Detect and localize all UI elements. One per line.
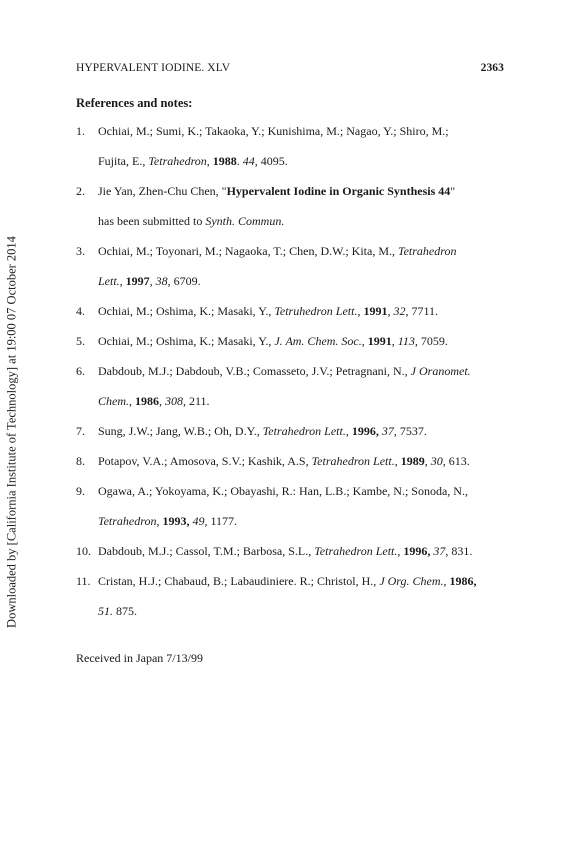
reference-italic-text: Tetrahedron bbox=[98, 514, 157, 528]
reference-italic-text: 44 bbox=[242, 154, 255, 168]
reference-text: , bbox=[397, 544, 404, 558]
reference-italic-text: J Oranomet. bbox=[410, 364, 471, 378]
reference-text: 875. bbox=[113, 604, 137, 618]
reference-italic-text: 51. bbox=[98, 604, 113, 618]
running-head-title: HYPERVALENT IODINE. XLV bbox=[76, 62, 231, 74]
reference-italic-text: 49, bbox=[192, 514, 208, 528]
reference-item bbox=[76, 304, 506, 334]
reference-line bbox=[98, 574, 506, 604]
reference-text: , bbox=[129, 394, 135, 408]
reference-bold-text: 1988 bbox=[212, 154, 237, 168]
reference-text: , bbox=[391, 334, 398, 348]
reference-text: , bbox=[156, 514, 163, 528]
reference-italic-text: 32 bbox=[393, 304, 406, 318]
reference-item bbox=[76, 184, 506, 244]
reference-number: 1. bbox=[76, 124, 85, 138]
reference-bold-text: 1991 bbox=[363, 304, 388, 318]
reference-bold-text: Hypervalent Iodine in Organic Synthesis 44 bbox=[226, 184, 451, 198]
page-number: 2363 bbox=[480, 62, 504, 74]
reference-line bbox=[98, 274, 506, 304]
reference-text: Ogawa, A.; Yokoyama, K.; Obayashi, R.: Han, L.B.; Kambe, N.; Sonoda, N., bbox=[98, 484, 468, 498]
reference-text: . bbox=[236, 154, 243, 168]
reference-text: , 211. bbox=[183, 394, 210, 408]
reference-line bbox=[98, 544, 506, 574]
reference-number: 4. bbox=[76, 304, 85, 318]
reference-text: , 831. bbox=[445, 544, 473, 558]
reference-italic-text: Synth. Commun. bbox=[205, 214, 285, 228]
reference-text: Jie Yan, Zhen-Chu Chen, " bbox=[98, 184, 227, 198]
reference-text: , bbox=[387, 304, 394, 318]
reference-number: 5. bbox=[76, 334, 85, 348]
reference-italic-text: Chem. bbox=[98, 394, 129, 408]
reference-italic-text: Tetruhedron Lett. bbox=[274, 304, 358, 318]
reference-italic-text: Tetrahedron Lett. bbox=[262, 424, 346, 438]
reference-italic-text: Tetrahedron bbox=[398, 244, 457, 258]
download-stamp bbox=[0, 0, 24, 864]
reference-text: , bbox=[357, 304, 364, 318]
reference-text: Sung, J.W.; Jang, W.B.; Oh, D.Y., bbox=[98, 424, 263, 438]
reference-line bbox=[98, 154, 506, 184]
reference-bold-text: 1991 bbox=[367, 334, 392, 348]
reference-item bbox=[76, 484, 506, 544]
reference-item bbox=[76, 544, 506, 574]
reference-item bbox=[76, 424, 506, 454]
reference-italic-text: J Org. Chem. bbox=[379, 574, 444, 588]
reference-line bbox=[98, 214, 506, 244]
reference-bold-text: 1997 bbox=[125, 274, 150, 288]
reference-line bbox=[98, 364, 506, 394]
reference-bold-text: 1989 bbox=[400, 454, 425, 468]
reference-number: 10. bbox=[76, 544, 91, 558]
reference-number: 2. bbox=[76, 184, 85, 198]
reference-italic-text: 30 bbox=[430, 454, 443, 468]
reference-item bbox=[76, 124, 506, 184]
reference-text: , bbox=[159, 394, 165, 408]
reference-line bbox=[98, 484, 506, 514]
reference-text: , bbox=[424, 454, 431, 468]
reference-line bbox=[98, 604, 506, 634]
reference-text: , bbox=[119, 274, 126, 288]
reference-number: 9. bbox=[76, 484, 85, 498]
reference-bold-text: 1986 bbox=[135, 394, 159, 408]
reference-line bbox=[98, 514, 506, 544]
reference-text: , bbox=[149, 274, 156, 288]
download-stamp-text: Downloaded by [California Institute of Technology] at 19:00 07 October 2014 bbox=[4, 236, 19, 628]
reference-line bbox=[98, 454, 506, 484]
reference-italic-text: Tetrahedron Lett. bbox=[311, 454, 395, 468]
reference-italic-text: 37 bbox=[381, 424, 394, 438]
reference-italic-text: Lett. bbox=[98, 274, 120, 288]
reference-text: " bbox=[450, 184, 456, 198]
reference-line bbox=[98, 424, 506, 454]
reference-text: , bbox=[361, 334, 368, 348]
reference-italic-text: Tetrahedron Lett. bbox=[314, 544, 398, 558]
reference-text: , 7537. bbox=[393, 424, 427, 438]
reference-line bbox=[98, 184, 506, 214]
reference-line bbox=[98, 244, 506, 274]
reference-item bbox=[76, 454, 506, 484]
reference-text: , 613. bbox=[442, 454, 470, 468]
reference-italic-text: J. Am. Chem. Soc. bbox=[274, 334, 362, 348]
reference-number: 3. bbox=[76, 244, 85, 258]
reference-item bbox=[76, 244, 506, 304]
reference-text: , bbox=[206, 154, 213, 168]
reference-text: , bbox=[443, 574, 450, 588]
reference-text: 1177. bbox=[207, 514, 238, 528]
reference-text: , bbox=[394, 454, 401, 468]
reference-text: , bbox=[345, 424, 352, 438]
reference-text: Ochiai, M.; Sumi, K.; Takaoka, Y.; Kunishima, M.; Nagao, Y.; Shiro, M.; bbox=[98, 124, 449, 138]
reference-text: Cristan, H.J.; Chabaud, B.; Labaudiniere. R.; Christol, H., bbox=[98, 574, 380, 588]
reference-bold-text: 1993, bbox=[162, 514, 190, 528]
reference-bold-text: 1986, bbox=[449, 574, 477, 588]
reference-bold-text: 1996, bbox=[351, 424, 379, 438]
reference-text: Dabdoub, M.J.; Dabdoub, V.B.; Comasseto, J.V.; Petragnani, N., bbox=[98, 364, 411, 378]
reference-text: Ochiai, M.; Oshima, K.; Masaki, Y., bbox=[98, 304, 275, 318]
reference-text: Potapov, V.A.; Amosova, S.V.; Kashik, A.S, bbox=[98, 454, 312, 468]
received-note: Received in Japan 7/13/99 bbox=[76, 651, 203, 665]
reference-line bbox=[98, 304, 506, 334]
reference-italic-text: 113, bbox=[397, 334, 418, 348]
reference-line bbox=[98, 334, 506, 364]
reference-text: 7059. bbox=[417, 334, 448, 348]
reference-text: Ochiai, M.; Toyonari, M.; Nagaoka, T.; Chen, D.W.; Kita, M., bbox=[98, 244, 399, 258]
reference-text: Dabdoub, M.J.; Cassol, T.M.; Barbosa, S.L., bbox=[98, 544, 315, 558]
reference-italic-text: Tetrahedron bbox=[148, 154, 207, 168]
reference-text: Ochiai, M.; Oshima, K.; Masaki, Y., bbox=[98, 334, 275, 348]
reference-bold-text: 1996, bbox=[403, 544, 431, 558]
reference-text: Fujita, E., bbox=[98, 154, 149, 168]
reference-item bbox=[76, 334, 506, 364]
reference-item bbox=[76, 574, 506, 634]
section-title: References and notes: bbox=[76, 96, 193, 110]
reference-text: , 7711. bbox=[405, 304, 439, 318]
reference-text: has been submitted to bbox=[98, 214, 206, 228]
reference-italic-text: 38 bbox=[155, 274, 168, 288]
reference-line bbox=[98, 394, 506, 424]
reference-number: 8. bbox=[76, 454, 85, 468]
reference-number: 7. bbox=[76, 424, 85, 438]
reference-text: , 6709. bbox=[167, 274, 201, 288]
reference-number: 11. bbox=[76, 574, 91, 588]
reference-number: 6. bbox=[76, 364, 85, 378]
reference-list bbox=[76, 124, 506, 634]
reference-item bbox=[76, 364, 506, 424]
reference-italic-text: 308 bbox=[165, 394, 183, 408]
reference-text: , 4095. bbox=[254, 154, 288, 168]
reference-line bbox=[98, 124, 506, 154]
reference-italic-text: 37 bbox=[433, 544, 446, 558]
